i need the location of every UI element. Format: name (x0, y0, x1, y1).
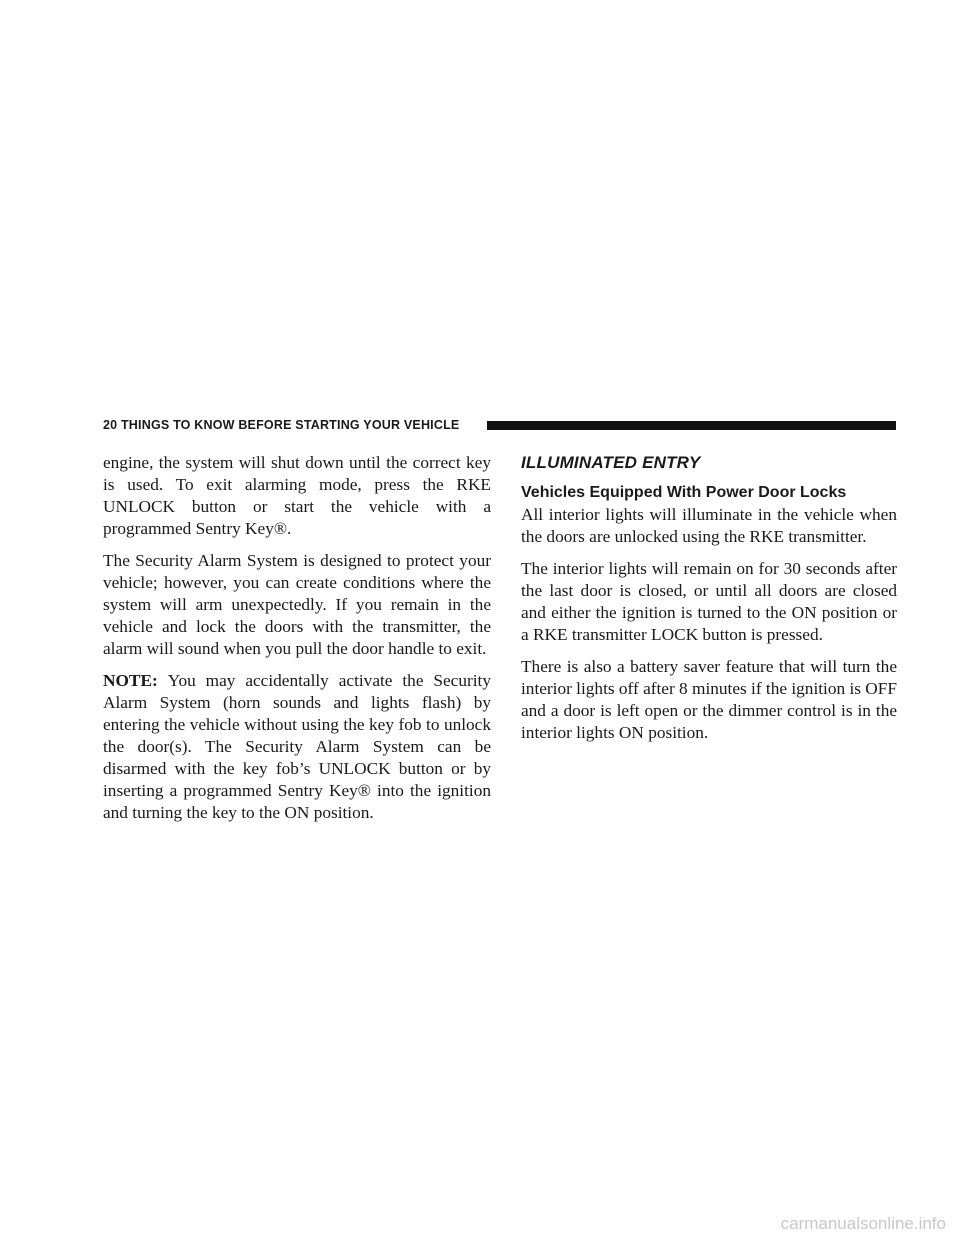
watermark: carmanualsonline.info (780, 1214, 946, 1233)
paragraph-lights-duration: The interior lights will remain on for 30 seconds after the last door is closed, or until all doors are closed and either the ignition is turned to the ON position or a RKE transmitter LOCK button is pressed. (521, 559, 897, 644)
running-header (103, 416, 897, 438)
subsection-title: Vehicles Equipped With Power Door Locks (521, 484, 847, 501)
header-rule (487, 421, 896, 430)
paragraph-security-alarm: The Security Alarm System is designed to protect your vehicle; however, you can create conditions where the system will arm unexpectedly. If you remain in the vehicle and lock the doors with the transmitter, the alarm will sound when you pull the door handle to exit. (103, 551, 491, 658)
section-title: ILLUMINATED ENTRY (521, 453, 701, 472)
note-text: You may accidentally activate the Security Alarm System (horn sounds and lights flash) by entering the vehicle without using the key fob to unlock the door(s). The Security Alarm System can be disarmed with the key fob’s UNLOCK button or by inserting a programmed Sentry Key® into the ignition and turning the key to the ON position. (103, 671, 491, 822)
note-label: NOTE: (103, 671, 158, 690)
left-column (103, 452, 491, 834)
paragraph-alarm-continued: engine, the system will shut down until the correct key is used. To exit alarming mode, press the RKE UNLOCK button or start the vehicle with a programmed Sentry Key®. (103, 453, 491, 538)
header-title: 20 THINGS TO KNOW BEFORE STARTING YOUR VEHICLE (103, 418, 460, 432)
paragraph-battery-saver: There is also a battery saver feature that will turn the interior lights off after 8 minutes if the ignition is OFF and a door is left open or the dimmer control is in the interior lights ON position. (521, 657, 897, 742)
note-paragraph (103, 670, 491, 824)
right-column (521, 452, 897, 754)
paragraph-illuminate: All interior lights will illuminate in the vehicle when the doors are unlocked using the RKE transmitter. (521, 505, 897, 546)
